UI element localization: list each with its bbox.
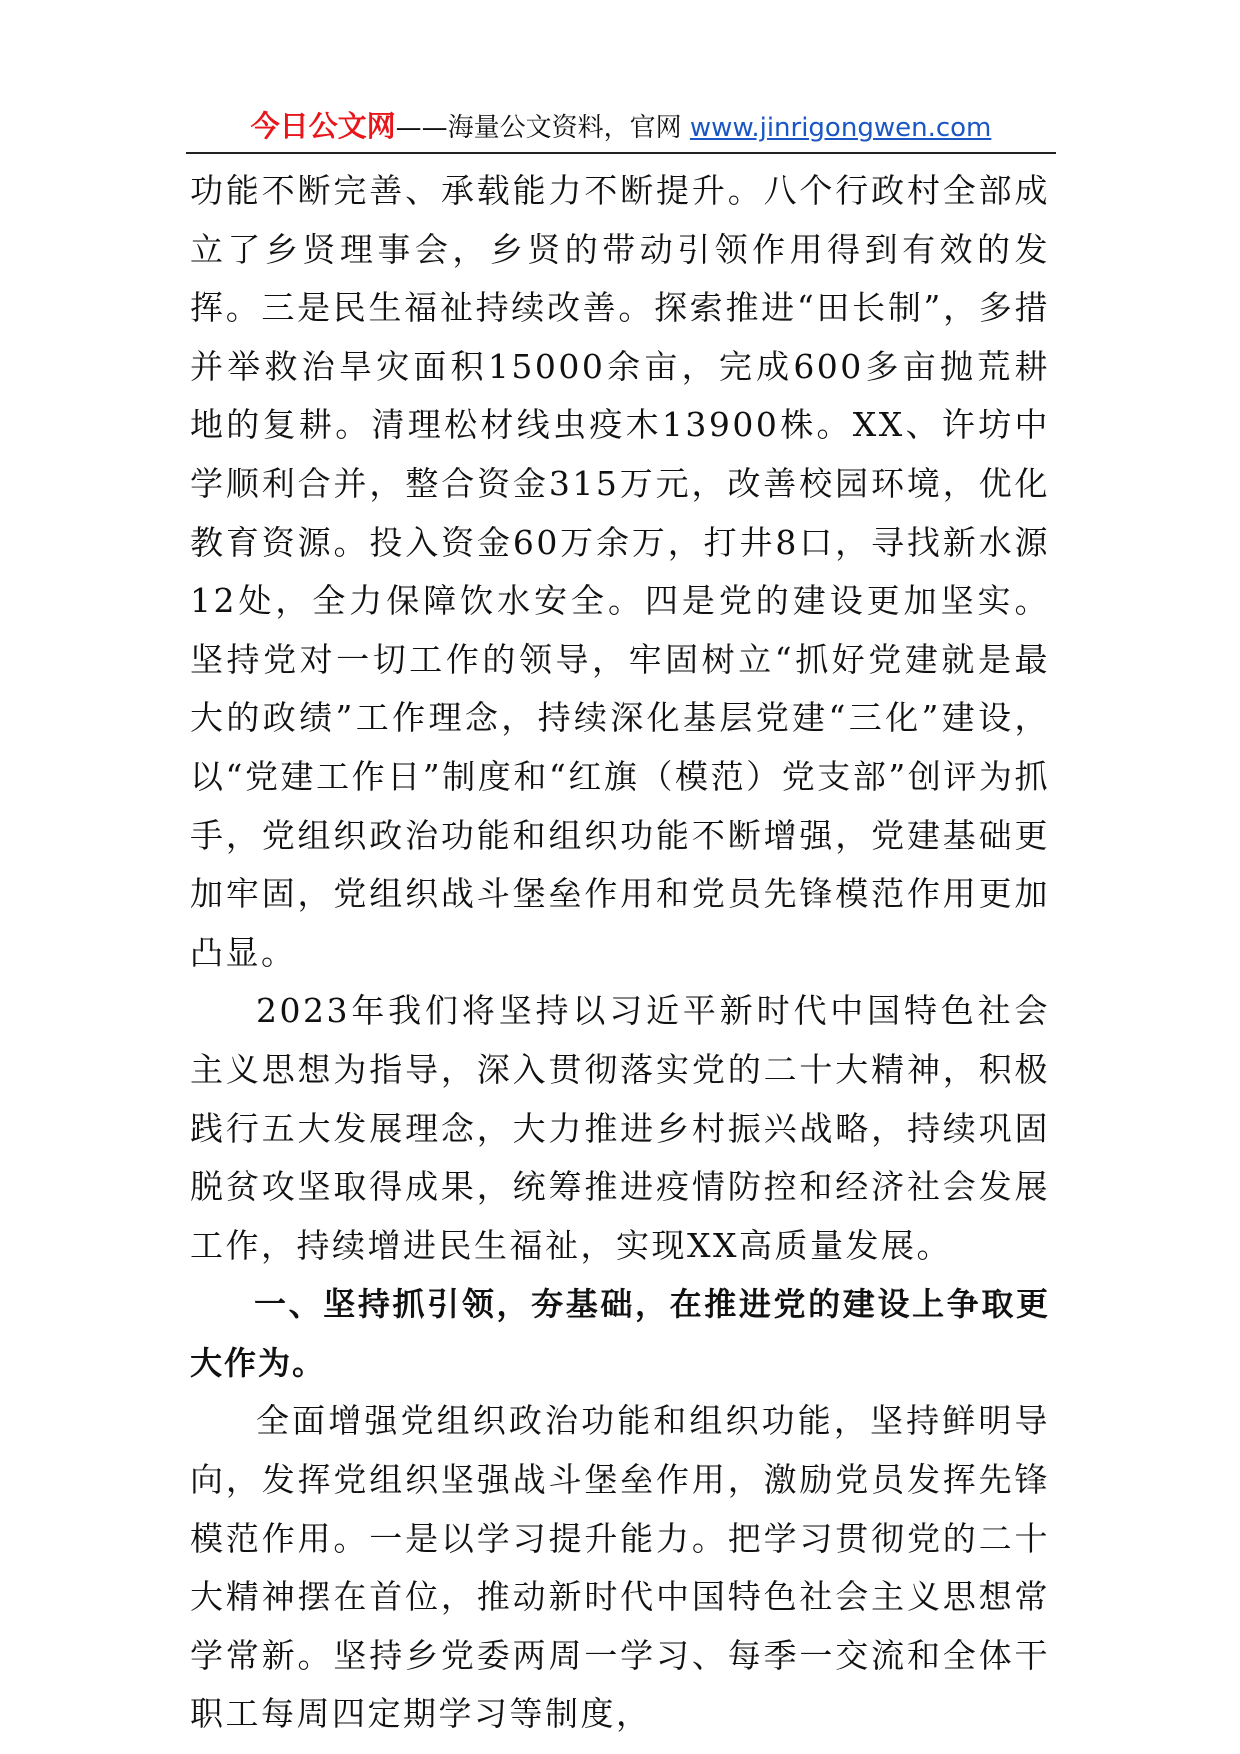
header-dash: —— (395, 113, 448, 143)
paragraph-continuation: 功能不断完善、承载能力不断提升。八个行政村全部成立了乡贤理事会，乡贤的带动引领作用得到有效的发挥。三是民生福祉持续改善。探索推进“田长制”，多措并举救治旱灾面积15000余亩，完成600多亩抛荒耕地的复耕。清理松材线虫疫木13900株。XX、许坊中学顺利合并，整合资金315万元，改善校园环境，优化教育资源。投入资金60万余万，打井8口，寻找新水源12处，全力保障饮水安全。四是党的建设更加坚实。坚持党对一切工作的领导，牢固树立“抓好党建就是最大的政绩”工作理念，持续深化基层党建“三化”建设，以“党建工作日”制度和“红旗（模范）党支部”创评为抓手，党组织政治功能和组织功能不断增强，党建基础更加牢固，党组织战斗堡垒作用和党员先锋模范作用更加凸显。 (190, 171, 1050, 972)
section-heading-1: 一、坚持抓引领，夯基础，在推进党的建设上争取更大作为。 (190, 1285, 1050, 1382)
header-brand: 今日公文网 (250, 109, 396, 143)
page-header (186, 106, 1056, 154)
header-tagline: 海量公文资料，官网 (447, 113, 690, 143)
document-body (190, 162, 1050, 1744)
header-website-link[interactable]: www.jinrigongwen.com (689, 113, 992, 143)
paragraph-section-1-body: 全面增强党组织政治功能和组织功能，坚持鲜明导向，发挥党组织坚强战斗堡垒作用，激励党员发挥先锋模范作用。一是以学习提升能力。把学习贯彻党的二十大精神摆在首位，推动新时代中国特色社会主义思想常学常新。坚持乡党委两周一学习、每季一交流和全体干职工每周四定期学习等制度， (190, 1401, 1050, 1734)
paragraph-2023-plan: 2023年我们将坚持以习近平新时代中国特色社会主义思想为指导，深入贯彻落实党的二十大精神，积极践行五大发展理念，大力推进乡村振兴战略，持续巩固脱贫攻坚取得成果，统筹推进疫情防控和经济社会发展工作，持续增进民生福祉，实现XX高质量发展。 (190, 991, 1050, 1265)
